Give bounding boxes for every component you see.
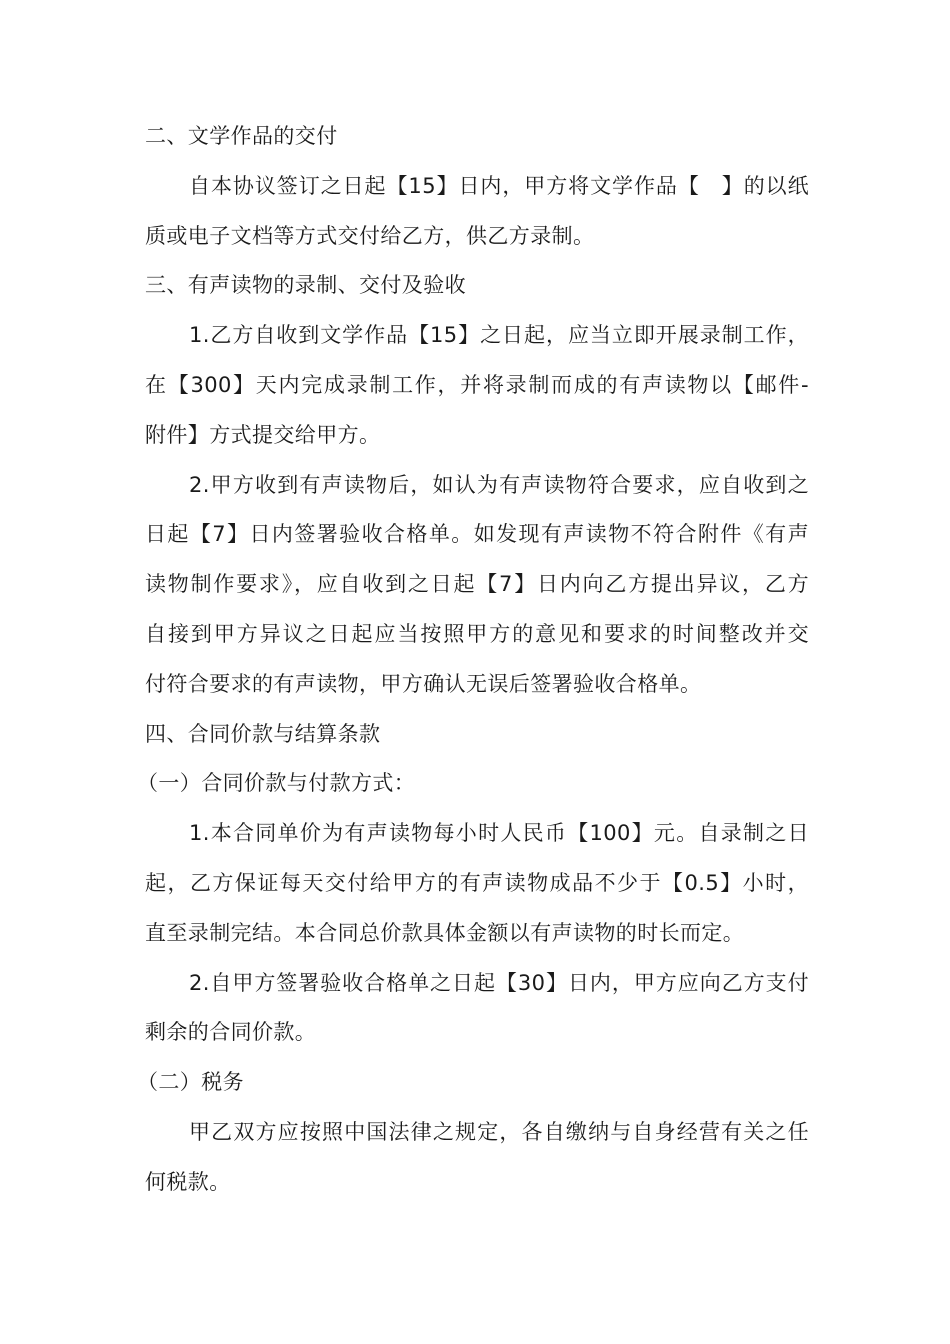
paragraph-line: 2.自甲方签署验收合格单之日起【30】日内，甲方应向乙方支付 [189,970,809,995]
paragraph-line: 何税款。 [145,1169,231,1194]
paragraph-line: 日起【7】日内签署验收合格单。如发现有声读物不符合附件《有声 [145,522,809,547]
section-heading: 二、文学作品的交付 [145,124,338,148]
paragraph-line: 直至录制完结。本合同总价款具体金额以有声读物的时长而定。 [145,920,745,945]
paragraph-line: 1.乙方自收到文学作品【15】之日起，应当立即开展录制工作， [189,323,809,348]
paragraph-line: 质或电子文档等方式交付给乙方，供乙方录制。 [145,223,595,248]
paragraph-line: 付符合要求的有声读物，甲方确认无误后签署验收合格单。 [145,671,702,696]
subsection-heading: （一）合同价款与付款方式： [137,771,416,796]
paragraph-line: 起，乙方保证每天交付给甲方的有声读物成品不少于【0.5】小时， [145,870,809,895]
paragraph-line: 在【300】天内完成录制工作，并将录制而成的有声读物以【邮件- [145,372,809,397]
paragraph-line: 剩余的合同价款。 [145,1020,317,1045]
subsection-heading: （二）税务 [137,1070,244,1095]
paragraph-line: 2.甲方收到有声读物后，如认为有声读物符合要求，应自收到之 [189,472,809,497]
document-body [137,112,809,1208]
paragraph-line: 读物制作要求》，应自收到之日起【7】日内向乙方提出异议，乙方 [145,572,809,597]
paragraph-line: 1.本合同单价为有声读物每小时人民币【100】元。自录制之日 [189,821,809,846]
paragraph-line: 自接到甲方异议之日起应当按照甲方的意见和要求的时间整改并交 [145,621,809,646]
paragraph-line: 甲乙双方应按照中国法律之规定，各自缴纳与自身经营有关之任 [189,1119,809,1144]
paragraph-line: 附件】方式提交给甲方。 [145,422,381,447]
paragraph-line: 自本协议签订之日起【15】日内，甲方将文学作品【 】的以纸 [189,173,809,198]
section-heading: 四、合同价款与结算条款 [145,721,381,746]
section-heading: 三、有声读物的录制、交付及验收 [145,273,466,298]
